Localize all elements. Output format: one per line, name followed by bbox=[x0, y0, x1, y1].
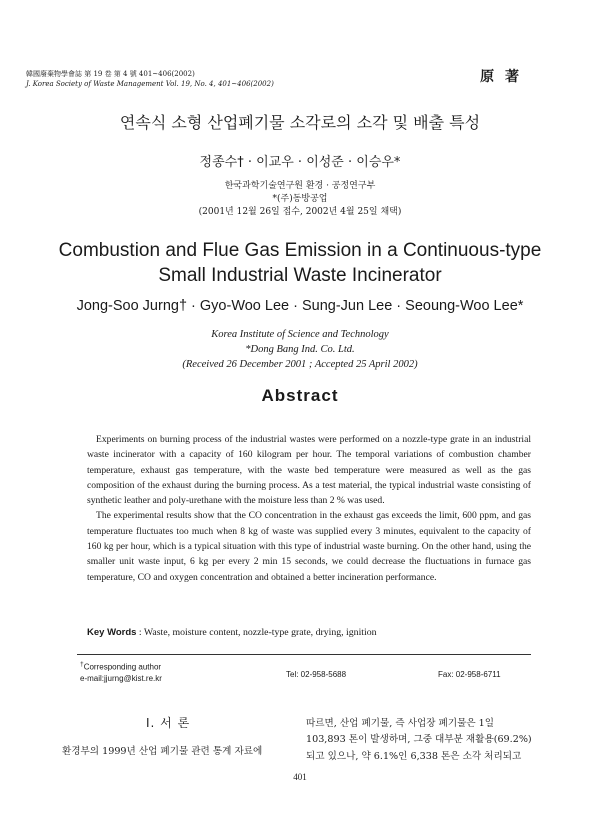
author-fax: Fax: 02-958-6711 bbox=[438, 670, 501, 679]
dagger-mark: † bbox=[80, 661, 84, 668]
english-affiliation-2: *Dong Bang Ind. Co. Ltd. bbox=[245, 344, 355, 355]
footnote-divider bbox=[77, 654, 531, 655]
korean-affiliation-2: *(주)동방공업 bbox=[272, 194, 328, 204]
right-column-text bbox=[306, 716, 534, 765]
abstract-paragraph-1: Experiments on burning process of the industrial wastes were performed on a nozzle-type grate in an industrial waste incinerator with a capacity of 160 kilogram per hour. The temporal variations of combustion chamber temperature, exhaust gas temperature, with the waste bed temperature were measured as well as the gas composition of the exhaust during the burning process. As a test material, the typical industrial waste consisting of synthetic leather and poly-urethane with the moisture less than 2 % was used. bbox=[87, 434, 531, 507]
corresponding-author-label: Corresponding author bbox=[83, 662, 162, 672]
abstract-paragraph-2: The experimental results show that the CO concentration in the exhaust gas exceeds the limit, 600 ppm, and gas temperature fluctuates too much when 8 kg of waste was supplied every 3 minutes, equivalent to the capacity of 160 kg per hour, which is a typical situation with this type of industrial waste burning. On the other hand, using the smaller unit waste input, 6 kg per every 2 min 15 seconds, we could decrease the fluctuations in furnace gas temperature, CO and oxygen concentration and obtained a better incineration performance. bbox=[87, 510, 531, 583]
author-tel: Tel: 02-958-5688 bbox=[286, 670, 347, 679]
keywords bbox=[87, 627, 547, 638]
english-title bbox=[0, 238, 600, 288]
abstract-body bbox=[87, 432, 531, 585]
english-authors: Jong-Soo Jurng† · Gyo-Woo Lee · Sung-Jun Lee · Seoung-Woo Lee* bbox=[76, 298, 524, 314]
right-column-line-3: 되고 있으나, 약 6.1%인 6,338 톤은 소각 처리되고 bbox=[306, 750, 522, 762]
english-affiliation-1: Korea Institute of Science and Technology bbox=[211, 329, 389, 340]
keywords-list: : Waste, moisture content, nozzle-type grate, drying, ignition bbox=[138, 627, 377, 638]
korean-affiliation-1: 한국과학기술연구원 환경 · 공정연구부 bbox=[224, 181, 376, 191]
abstract-heading: Abstract bbox=[261, 386, 339, 405]
journal-header bbox=[26, 69, 274, 89]
english-dates: (Received 26 December 2001 ; Accepted 25 April 2002) bbox=[182, 359, 418, 370]
page-number: 401 bbox=[293, 772, 307, 782]
journal-english: J. Korea Society of Waste Management Vol. 19, No. 4, 401~406(2002) bbox=[26, 80, 274, 88]
author-email: e-mail:jjurng@kist.re.kr bbox=[80, 673, 162, 683]
korean-affiliations bbox=[0, 180, 600, 219]
left-column-text: 환경부의 1999년 산업 폐기물 관련 통계 자료에 bbox=[62, 746, 263, 757]
section-heading-introduction: Ⅰ. 서 론 bbox=[146, 716, 191, 730]
english-title-line-1: Combustion and Flue Gas Emission in a Continuous-type bbox=[58, 240, 542, 261]
article-type-badge: 原 著 bbox=[480, 69, 522, 85]
right-column-line-1: 따르면, 산업 폐기물, 즉 사업장 폐기물은 1일 bbox=[306, 718, 495, 729]
korean-dates: (2001년 12월 26일 접수, 2002년 4월 25일 채택) bbox=[198, 207, 402, 217]
korean-authors: 정종수† · 이교우 · 이성준 · 이승우* bbox=[199, 155, 401, 170]
right-column-line-2: 103,893 톤이 발생하며, 그중 대부분 재활용(69.2%) bbox=[306, 734, 532, 746]
footnote bbox=[80, 659, 162, 684]
korean-title: 연속식 소형 산업폐기물 소각로의 소각 및 배출 특성 bbox=[119, 113, 481, 132]
journal-korean: 韓國廢棄物學會誌 第 19 卷 第 4 號 401~406(2002) bbox=[26, 70, 195, 78]
keywords-label: Key Words bbox=[87, 627, 137, 638]
english-title-line-2: Small Industrial Waste Incinerator bbox=[158, 265, 442, 286]
english-affiliations bbox=[0, 327, 600, 372]
